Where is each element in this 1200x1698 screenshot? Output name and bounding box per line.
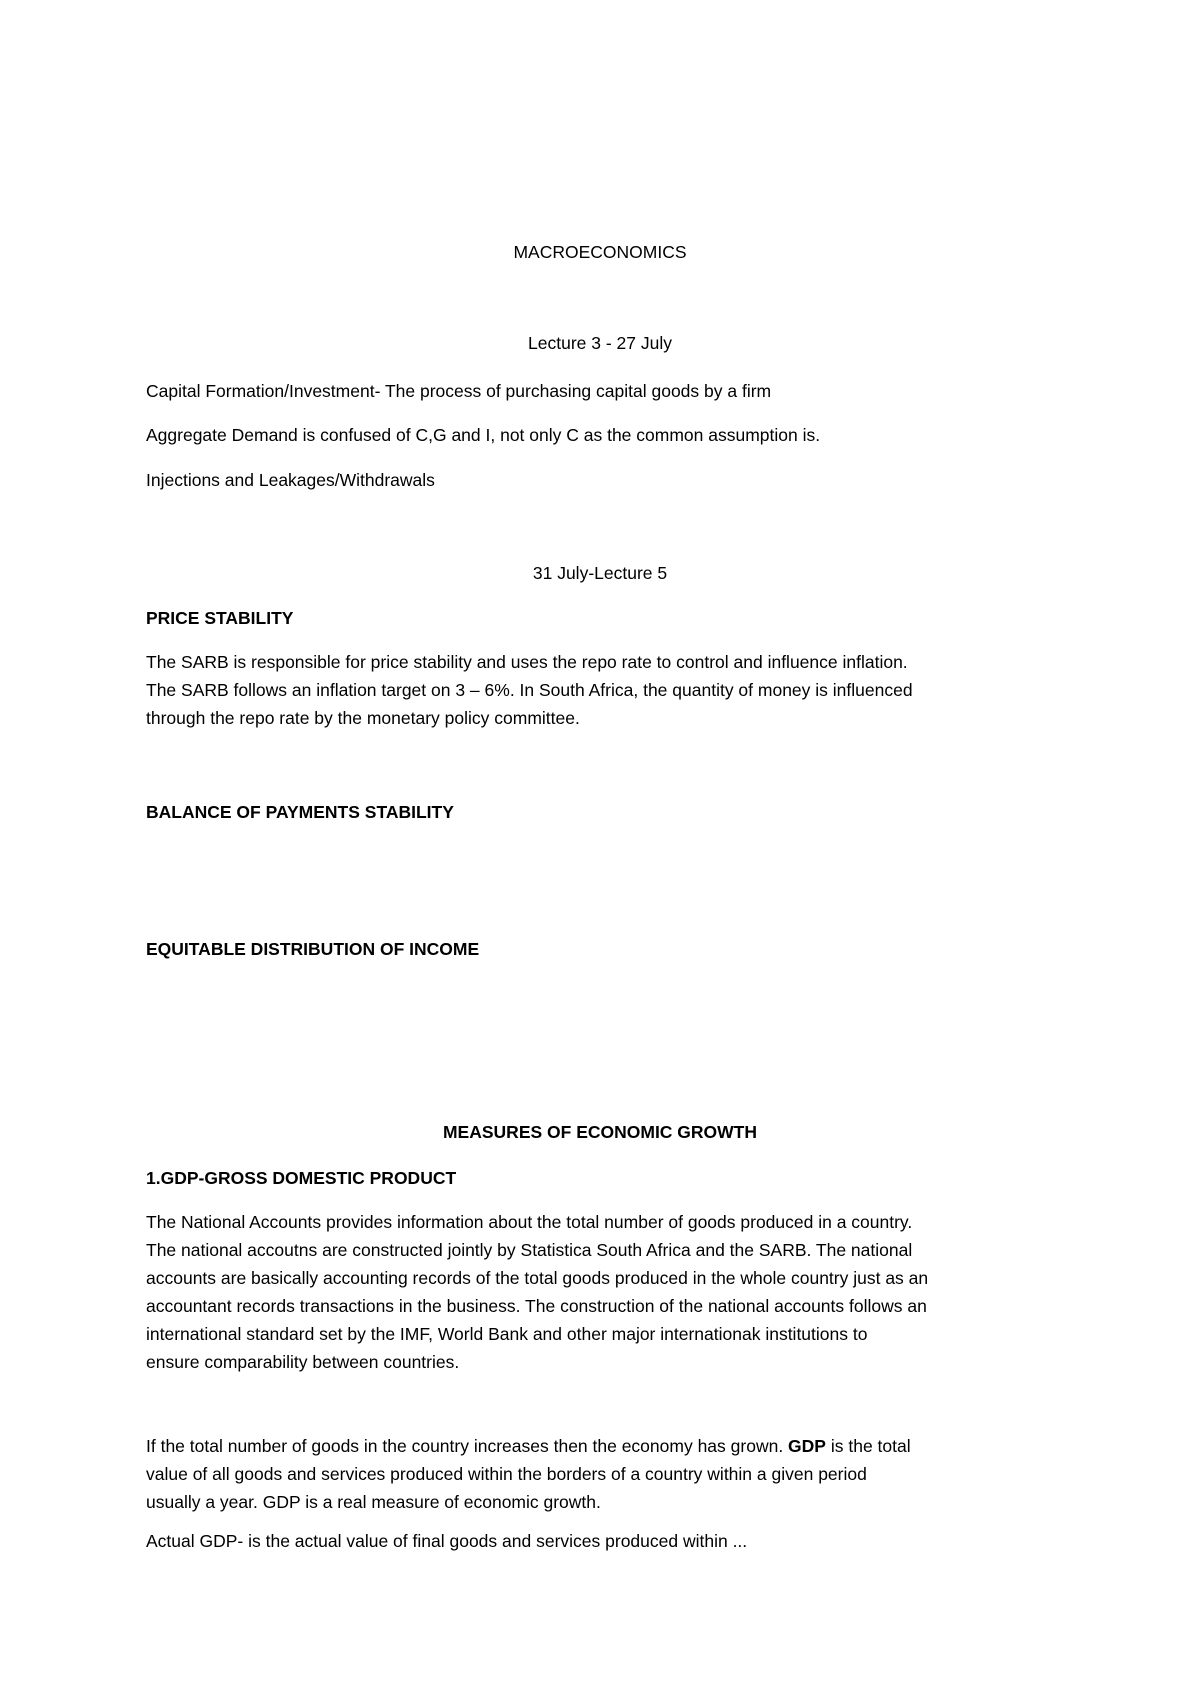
paragraph-line: The national accoutns are constructed jointly by Statistica South Africa and the SARB. The national	[146, 1240, 913, 1260]
paragraph-line: value of all goods and services produced within the borders of a country within a given period	[146, 1464, 867, 1484]
lecture-3-heading: Lecture 3 - 27 July	[528, 333, 672, 353]
gdp-bold-term: GDP	[788, 1436, 826, 1456]
document-title: MACROECONOMICS	[513, 242, 687, 262]
paragraph-line: ensure comparability between countries.	[146, 1352, 460, 1372]
paragraph-line: The SARB is responsible for price stability and uses the repo rate to control and influence inflation.	[146, 652, 908, 672]
bop-stability-heading: BALANCE OF PAYMENTS STABILITY	[146, 802, 454, 822]
paragraph-line: international standard set by the IMF, World Bank and other major internationak institutions to	[146, 1324, 868, 1344]
income-distribution-heading: EQUITABLE DISTRIBUTION OF INCOME	[146, 939, 480, 959]
paragraph-line: The National Accounts provides information about the total number of goods produced in a country.	[146, 1212, 913, 1232]
growth-text-start: If the total number of goods in the country increases then the economy has grown.	[146, 1436, 789, 1456]
lecture-5-heading: 31 July-Lecture 5	[532, 563, 668, 583]
growth-text-end: is the total	[825, 1436, 911, 1456]
paragraph-line	[146, 1432, 1066, 1460]
economic-growth-heading: MEASURES OF ECONOMIC GROWTH	[442, 1122, 758, 1142]
gdp-heading: 1.GDP-GROSS DOMESTIC PRODUCT	[146, 1168, 457, 1188]
paragraph-line: usually a year. GDP is a real measure of economic growth.	[146, 1492, 601, 1512]
price-stability-paragraph	[146, 648, 1066, 732]
paragraph-line: The SARB follows an inflation target on 3 – 6%. In South Africa, the quantity of money is influenced	[146, 680, 913, 700]
paragraph-line: accounts are basically accounting records of the total goods produced in the whole country just as an	[146, 1268, 929, 1288]
actual-gdp-text: Actual GDP- is the actual value of final goods and services produced within ...	[146, 1531, 748, 1551]
economic-growth-paragraph	[146, 1432, 1066, 1516]
paragraph-line: accountant records transactions in the business. The construction of the national accounts follows an	[146, 1296, 927, 1316]
aggregate-demand-text: Aggregate Demand is confused of C,G and I, not only C as the common assumption is.	[146, 425, 821, 445]
capital-formation-text: Capital Formation/Investment- The process of purchasing capital goods by a firm	[146, 381, 772, 401]
price-stability-heading: PRICE STABILITY	[146, 608, 294, 628]
national-accounts-paragraph	[146, 1208, 1066, 1376]
injections-text: Injections and Leakages/Withdrawals	[146, 470, 435, 490]
paragraph-line: through the repo rate by the monetary policy committee.	[146, 708, 580, 728]
